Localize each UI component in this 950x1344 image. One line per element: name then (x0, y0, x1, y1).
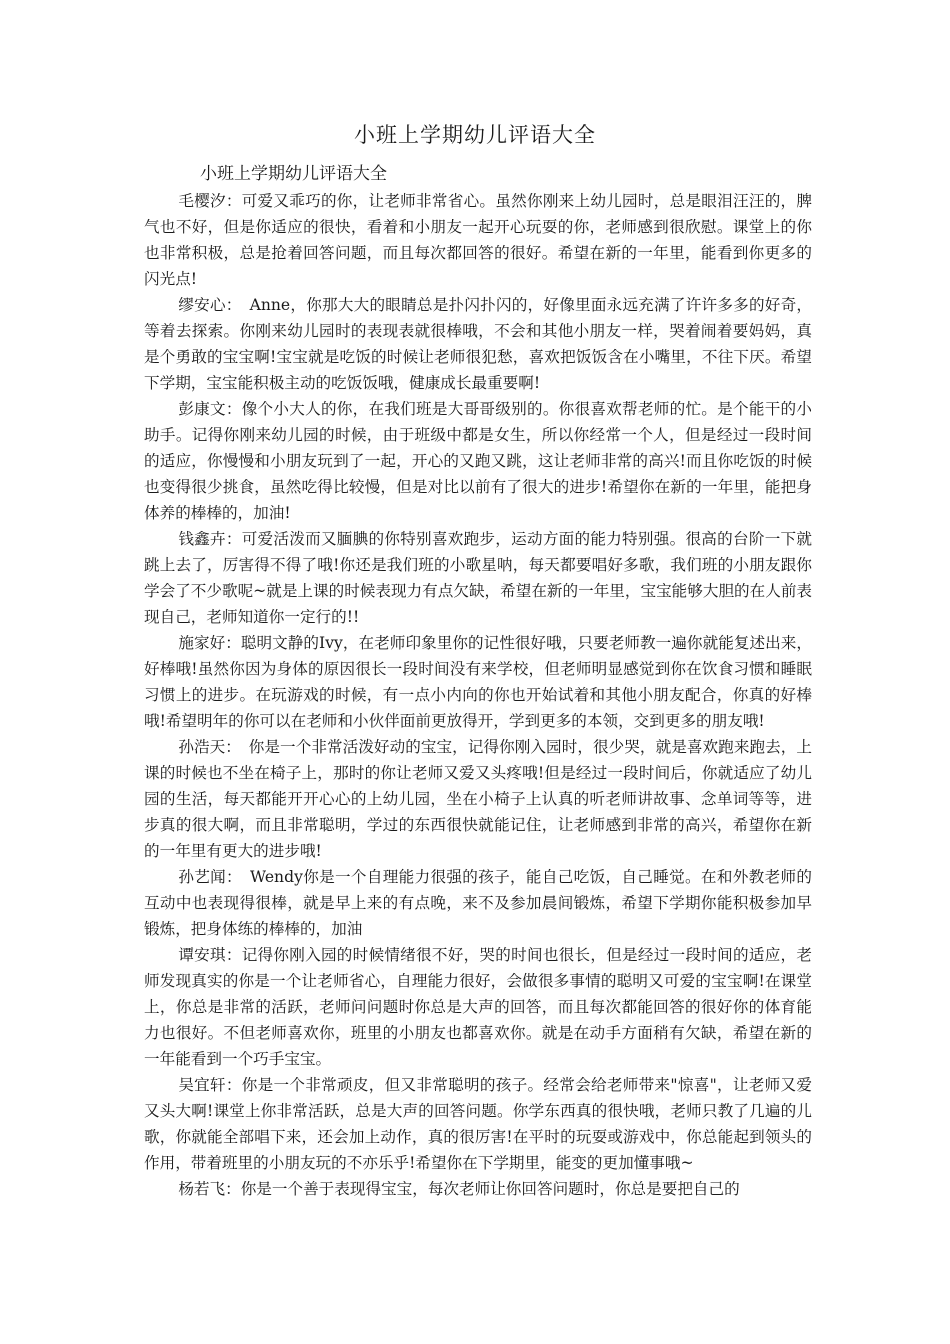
comment-paragraph: 彭康文：像个小大人的你，在我们班是大哥哥级别的。你很喜欢帮老师的忙。是个能干的小助手。记得你刚来幼儿园的时候，由于班级中都是女生，所以你经常一个人，但是经过一段时间的适应，你慢慢和小朋友玩到了一起，开心的又跑又跳，这让老师非常的高兴!而且你吃饭的时候也变得很少挑食，虽然吃得比较慢，但是对比以前有了很大的进步!希望你在新的一年里，能把身体养的棒棒的，加油! (144, 400, 812, 522)
comment-paragraph: 缪安心： Anne，你那大大的眼睛总是扑闪扑闪的，好像里面永远充满了许许多多的好奇，等着去探索。你刚来幼儿园时的表现表就很棒哦，不会和其他小朋友一样，哭着闹着要妈妈，真是个勇敢的宝宝啊!宝宝就是吃饭的时候让老师很犯愁，喜欢把饭饭含在小嘴里，不往下厌。希望下学期，宝宝能积极主动的吃饭饭哦，健康成长最重要啊! (144, 296, 812, 392)
comment-paragraph: 孙艺闻： Wendy你是一个自理能力很强的孩子，能自己吃饭，自己睡觉。在和外教老师的互动中也表现得很棒，就是早上来的有点晚，来不及参加晨间锻炼，希望下学期你能积极参加早锻炼，把身体练的棒棒的，加油 (144, 868, 812, 938)
comment-paragraph: 钱鑫卉：可爱活泼而又腼腆的你特别喜欢跑步，运动方面的能力特别强。很高的台阶一下就跳上去了，厉害得不得了哦!你还是我们班的小歌星呐，每天都要唱好多歌，我们班的小朋友跟你学会了不少歌呢~就是上课的时候表现力有点欠缺，希望在新的一年里，宝宝能够大胆的在人前表现自己，老师知道你一定行的!! (144, 530, 813, 626)
comment-paragraph: 谭安琪：记得你刚入园的时候情绪很不好，哭的时间也很长，但是经过一段时间的适应，老师发现真实的你是一个让老师省心，自理能力很好，会做很多事情的聪明又可爱的宝宝啊!在课堂上，你总是非常的活跃，老师问问题时你总是大声的回答，而且每次都能回答的很好你的体育能力也很好。不但老师喜欢你，班里的小朋友也都喜欢你。就是在动手方面稍有欠缺，希望在新的一年能看到一个巧手宝宝。 (144, 946, 812, 1068)
document-body (144, 160, 812, 1202)
comment-paragraph: 施家好：聪明文静的Ivy，在老师印象里你的记性很好哦，只要老师教一遍你就能复述出来，好棒哦!虽然你因为身体的原因很长一段时间没有来学校，但老师明显感觉到你在饮食习惯和睡眠习惯上的进步。在玩游戏的时候，有一点小内向的你也开始试着和其他小朋友配合，你真的好棒哦!希望明年的你可以在老师和小伙伴面前更放得开，学到更多的本领，交到更多的朋友哦! (144, 634, 812, 730)
document-subtitle: 小班上学期幼儿评语大全 (200, 164, 387, 184)
comment-paragraph: 毛樱汐：可爱又乖巧的你，让老师非常省心。虽然你刚来上幼儿园时，总是眼泪汪汪的，脾气也不好，但是你适应的很快，看着和小朋友一起开心玩耍的你，老师感到很欣慰。课堂上的你也非常积极，总是抢着回答问题，而且每次都回答的很好。希望在新的一年里，能看到你更多的闪光点! (144, 192, 812, 288)
comment-paragraph: 孙浩天： 你是一个非常活泼好动的宝宝，记得你刚入园时，很少哭，就是喜欢跑来跑去，上课的时候也不坐在椅子上，那时的你让老师又爱又头疼哦!但是经过一段时间后，你就适应了幼儿园的生活，每天都能开开心心的上幼儿园，坐在小椅子上认真的听老师讲故事、念单词等等，进步真的很大啊，而且非常聪明，学过的东西很快就能记住，让老师感到非常的高兴，希望你在新的一年里有更大的进步哦! (144, 738, 812, 860)
comment-paragraph: 吴宜轩：你是一个非常顽皮，但又非常聪明的孩子。经常会给老师带来"惊喜"，让老师又爱又头大啊!课堂上你非常活跃，总是大声的回答问题。你学东西真的很快哦，老师只教了几遍的儿歌，你就能全部唱下来，还会加上动作，真的很厉害!在平时的玩耍或游戏中，你总能起到领头的作用，带着班里的小朋友玩的不亦乐乎!希望你在下学期里，能变的更加懂事哦~ (144, 1076, 812, 1172)
document-title: 小班上学期幼儿评语大全 (354, 123, 596, 147)
comment-paragraph: 杨若飞：你是一个善于表现得宝宝，每次老师让你回答问题时，你总是要把自己的 (178, 1180, 740, 1198)
